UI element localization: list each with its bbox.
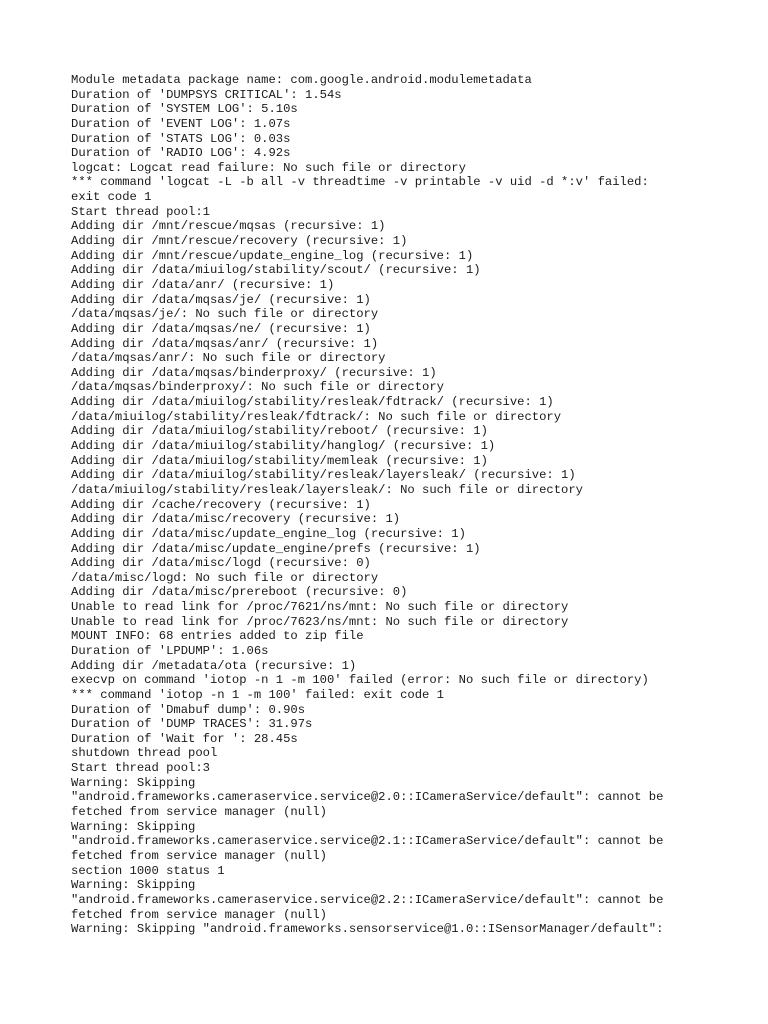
log-line: execvp on command 'iotop -n 1 -m 100' failed (error: No such file or directory) xyxy=(71,673,649,688)
log-line: "android.frameworks.cameraservice.service@2.2::ICameraService/default": cannot be xyxy=(71,892,664,907)
log-line: *** command 'logcat -L -b all -v threadtime -v printable -v uid -d *:v' failed: xyxy=(71,175,649,190)
log-line: logcat: Logcat read failure: No such file or directory xyxy=(71,160,466,175)
log-line: /data/mqsas/anr/: No such file or directory xyxy=(71,351,386,366)
log-line: fetched from service manager (null) xyxy=(71,907,327,922)
log-line: *** command 'iotop -n 1 -m 100' failed: exit code 1 xyxy=(71,687,444,702)
log-line: Adding dir /data/miuilog/stability/hanglog/ (recursive: 1) xyxy=(71,439,496,454)
log-line: Adding dir /mnt/rescue/recovery (recursive: 1) xyxy=(71,234,408,249)
log-line: Adding dir /data/miuilog/stability/resleak/layersleak/ (recursive: 1) xyxy=(71,468,576,483)
log-line: /data/misc/logd: No such file or directory xyxy=(71,570,379,585)
log-line: Warning: Skipping xyxy=(71,775,196,790)
log-line: Duration of 'RADIO LOG': 4.92s xyxy=(71,146,291,161)
log-line: Adding dir /data/misc/prereboot (recursive: 0) xyxy=(71,585,408,600)
log-line: /data/mqsas/binderproxy/: No such file or directory xyxy=(71,380,444,395)
log-line: Adding dir /mnt/rescue/update_engine_log (recursive: 1) xyxy=(71,248,474,263)
log-line: Start thread pool:1 xyxy=(71,204,210,219)
log-line: Adding dir /data/misc/update_engine/prefs (recursive: 1) xyxy=(71,541,481,556)
log-line: Adding dir /data/anr/ (recursive: 1) xyxy=(71,277,335,292)
log-line: Adding dir /data/mqsas/ne/ (recursive: 1) xyxy=(71,321,371,336)
log-line: Module metadata package name: com.google.android.modulemetadata xyxy=(71,73,532,87)
log-line: "android.frameworks.cameraservice.service@2.1::ICameraService/default": cannot be xyxy=(71,834,664,849)
log-line: /data/miuilog/stability/resleak/fdtrack/: No such file or directory xyxy=(71,409,562,424)
log-line: Warning: Skipping xyxy=(71,878,196,893)
log-line: Duration of 'SYSTEM LOG': 5.10s xyxy=(71,102,298,117)
log-line: Adding dir /data/misc/recovery (recursive: 1) xyxy=(71,512,401,527)
log-line: /data/miuilog/stability/resleak/layersleak/: No such file or directory xyxy=(71,482,583,497)
log-line: Adding dir /data/mqsas/anr/ (recursive: 1) xyxy=(71,336,379,351)
log-line: Adding dir /data/miuilog/stability/scout/ (recursive: 1) xyxy=(71,263,481,278)
log-line: Adding dir /mnt/rescue/mqsas (recursive: 1) xyxy=(71,219,386,234)
log-line: Warning: Skipping xyxy=(71,819,196,834)
log-line: Duration of 'LPDUMP': 1.06s xyxy=(71,643,269,658)
log-line: Adding dir /cache/recovery (recursive: 1) xyxy=(71,497,371,512)
log-line: Warning: Skipping "android.frameworks.sensorservice@1.0::ISensorManager/default": xyxy=(71,922,664,937)
log-line: Duration of 'DUMP TRACES': 31.97s xyxy=(71,717,313,732)
log-line: "android.frameworks.cameraservice.service@2.0::ICameraService/default": cannot be xyxy=(71,790,664,805)
log-line: exit code 1 xyxy=(71,190,152,205)
log-line: Adding dir /data/misc/update_engine_log (recursive: 1) xyxy=(71,526,466,541)
log-line: Start thread pool:3 xyxy=(71,761,210,776)
log-line: Unable to read link for /proc/7623/ns/mnt: No such file or directory xyxy=(71,614,569,629)
log-line: Duration of 'EVENT LOG': 1.07s xyxy=(71,116,291,131)
log-line: section 1000 status 1 xyxy=(71,863,225,878)
log-line: Adding dir /metadata/ota (recursive: 1) xyxy=(71,658,357,673)
log-line: fetched from service manager (null) xyxy=(71,805,327,820)
log-line: Adding dir /data/mqsas/je/ (recursive: 1) xyxy=(71,292,371,307)
log-line: Adding dir /data/mqsas/binderproxy/ (recursive: 1) xyxy=(71,365,437,380)
log-line: Duration of 'STATS LOG': 0.03s xyxy=(71,131,291,146)
log-line: /data/mqsas/je/: No such file or directory xyxy=(71,307,379,322)
log-line: Adding dir /data/miuilog/stability/memleak (recursive: 1) xyxy=(71,453,488,468)
log-line: Adding dir /data/miuilog/stability/resleak/fdtrack/ (recursive: 1) xyxy=(71,395,554,410)
log-line: Adding dir /data/miuilog/stability/reboot/ (recursive: 1) xyxy=(71,424,488,439)
log-line: shutdown thread pool xyxy=(71,746,218,761)
log-line: Unable to read link for /proc/7621/ns/mnt: No such file or directory xyxy=(71,600,569,615)
log-line: fetched from service manager (null) xyxy=(71,848,327,863)
log-line: MOUNT INFO: 68 entries added to zip file xyxy=(71,629,364,644)
log-line: Duration of 'DUMPSYS CRITICAL': 1.54s xyxy=(71,87,342,102)
log-line: Duration of 'Dmabuf dump': 0.90s xyxy=(71,702,306,717)
log-line: Adding dir /data/misc/logd (recursive: 0) xyxy=(71,556,371,571)
log-document xyxy=(71,73,731,937)
log-line: Duration of 'Wait for ': 28.45s xyxy=(71,731,298,746)
